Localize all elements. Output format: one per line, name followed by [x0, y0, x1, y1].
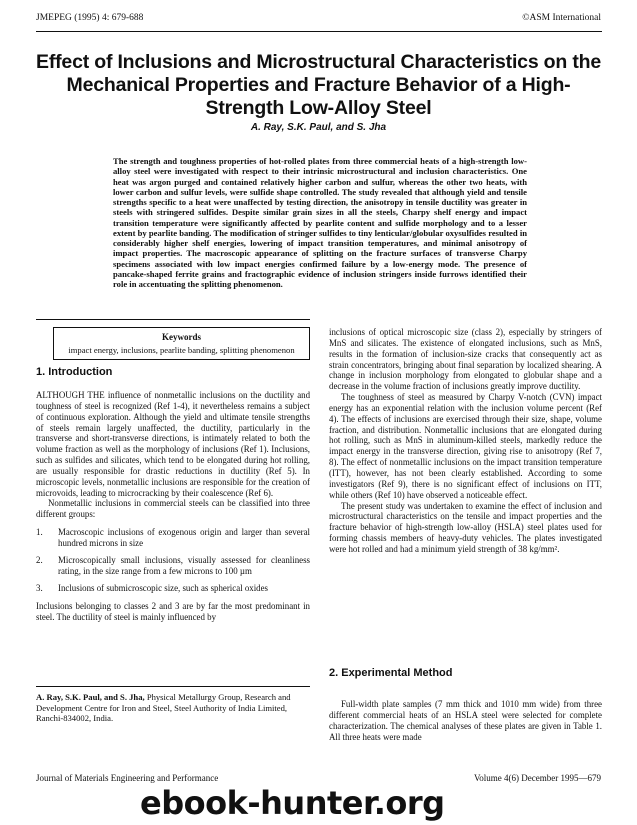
- col2-paragraph-2: The toughness of steel as measured by Charpy V-notch (CVN) impact energy has an exponential relation with the inclusion volume percent (Ref 4). The effects of inclusions are exercised through their size, shape, volume fraction, and distribution. Nonmetallic inclusions that are elongated during hot rolling, such as MnS in aluminum-killed steels, markedly reduce the impact energy in the transverse direction, giving rise to anisotropy (Ref 7, 8). The effect of nonmetallic inclusions on the impact transition temperature (ITT), however, has not been clearly established. According to some investigators (Ref 9), there is no significant effect of inclusions on ITT, while others (Ref 10) have observed a noticeable effect.: [329, 392, 602, 500]
- watermark-text: ebook-hunter.org: [140, 784, 445, 822]
- publisher-copyright: ©ASM International: [522, 13, 601, 23]
- list-number: 2.: [36, 554, 43, 565]
- list-item: [36, 527, 310, 549]
- right-column: [329, 327, 602, 555]
- journal-reference: JMEPEG (1995) 4: 679-688: [36, 13, 144, 23]
- author-affiliation: [36, 692, 310, 724]
- list-item: [36, 583, 310, 594]
- introduction-column: [36, 390, 310, 623]
- affiliation-text: Physical Metallurgy Group, Research and Development Centre for Iron and Steel, Steel Authority of India Limited, Ranchi-834002, India.: [36, 692, 291, 723]
- abstract: The strength and toughness properties of hot-rolled plates from three commercial heats of a high-strength low-alloy steel were investigated with respect to their intrinsic microstructural and inclusion characteristics. One heat was argon purged and contained relatively higher carbon and sulfur, whereas the other two heats, with lower carbon and sulfur levels, were sulfide shape controlled. The study revealed that although yield and tensile strengths specific to a heat were unaffected by testing direction, the anisotropy in tensile ductility was greater in steels with stringered sulfides. Despite similar grain sizes in all the steels, Charpy shelf energy and impact transition temperature were significantly affected by pearlite content and sulfide morphology and to a lesser extent by pearlite banding. The modification of stringer sulfides to tiny lenticular/globular oxysulfides resulted in considerably higher shelf energies, lowering of impact transition temperatures, and minimal anisotropy of impact properties. The macroscopic appearance of splitting on the fracture surfaces of transverse Charpy specimens associated with low impact energies confirmed failure by a low-energy mode. The presence of pancake-shaped ferrite grains and fractographic evidence of inclusion stringers inside furrows identified their role in accentuating the splitting phenomenon.: [113, 156, 527, 289]
- col2-paragraph-3: The present study was undertaken to examine the effect of inclusion and microstructural characteristics on the tensile and impact properties and the fracture behavior of high-strength low-alloy (HSLA) steel plates used for forming chassis members of heavy-duty vehicles. The plates investigated were hot rolled and had a minimum yield strength of 38 kg/mm².: [329, 500, 602, 554]
- keywords-text: impact energy, inclusions, pearlite banding, splitting phenomenon: [68, 345, 295, 355]
- list-text: Inclusions of submicroscopic size, such as spherical oxides: [58, 582, 268, 593]
- affiliation-names: A. Ray, S.K. Paul, and S. Jha,: [36, 692, 145, 702]
- intro-paragraph-1-text: influence of nonmetallic inclusions on the ductility and toughness of steel is recognized (Ref 1-4), it nevertheless remains a subject of continuous exploration. Although the yield and ultimate tensile strengths of steels remain largely unaffected, the ductility, particularly in the transverse and short-transverse directions, is intimately related to both the volume fraction as well as the morphology of inclusions (Ref 1). Inclusions, such as sulfides and silicates, which tend to be elongated during hot rolling, are usually responsible for drastic reductions in ductility (Ref 5). In microscopic levels, nonmetallic inclusions are responsible for the creation of microvoids, leading to microcracking by their coalescence (Ref 6).: [36, 390, 311, 498]
- header-rule: [36, 31, 602, 32]
- intro-paragraph-3: Inclusions belonging to classes 2 and 3 are by far the most predominant in steel. The ductility of steel is mainly influenced by: [36, 601, 310, 623]
- intro-paragraph-1: [36, 390, 310, 498]
- inclusion-class-list: [36, 527, 310, 593]
- paper-authors: A. Ray, S.K. Paul, and S. Jha: [250, 122, 387, 133]
- keywords-box: [53, 327, 310, 360]
- list-text: Macroscopic inclusions of exogenous origin and larger than several hundred microns in size: [58, 527, 310, 548]
- list-item: [36, 555, 310, 577]
- keywords-title: Keywords: [162, 332, 201, 342]
- footer-journal: Journal of Materials Engineering and Performance: [36, 773, 219, 783]
- affiliation-rule: [36, 686, 310, 687]
- footer-volume-page: Volume 4(6) December 1995—679: [473, 773, 601, 783]
- paper-title: Effect of Inclusions and Microstructural Characteristics on the Mechanical Properties and Fracture Behavior of a High-Strength Low-Alloy Steel: [36, 51, 601, 119]
- list-number: 1.: [36, 527, 43, 538]
- list-text: Microscopically small inclusions, visually assessed for cleanliness rating, in the size range from a few microns to 100 µm: [58, 554, 310, 576]
- column-rule: [36, 319, 310, 320]
- col2-paragraph-4: Full-width plate samples (7 mm thick and 1010 mm wide) from three different commercial heats of an HSLA steel were selected for complete characterization. The chemical analyses of these plates are given in Table 1. All three heats were made: [329, 699, 602, 742]
- section-heading-introduction: 1. Introduction: [36, 366, 113, 378]
- section-heading-experimental-method: 2. Experimental Method: [329, 667, 453, 679]
- intro-paragraph-2: Nonmetallic inclusions in commercial steels can be classified into three different groups:: [36, 498, 310, 520]
- col2-paragraph-1: inclusions of optical microscopic size (class 2), especially by stringers of MnS and silicates. The existence of elongated inclusions, such as MnS, results in the formation of inclusion-size cracks that consequently act as strain concentrators, bringing about final separation by localized shearing. A change in inclusion morphology from elongated to globular shape and a decrease in the volume fraction of inclusions greatly improve ductility.: [329, 327, 602, 392]
- list-number: 3.: [36, 582, 43, 593]
- lead-in: ALTHOUGH THE: [36, 390, 105, 400]
